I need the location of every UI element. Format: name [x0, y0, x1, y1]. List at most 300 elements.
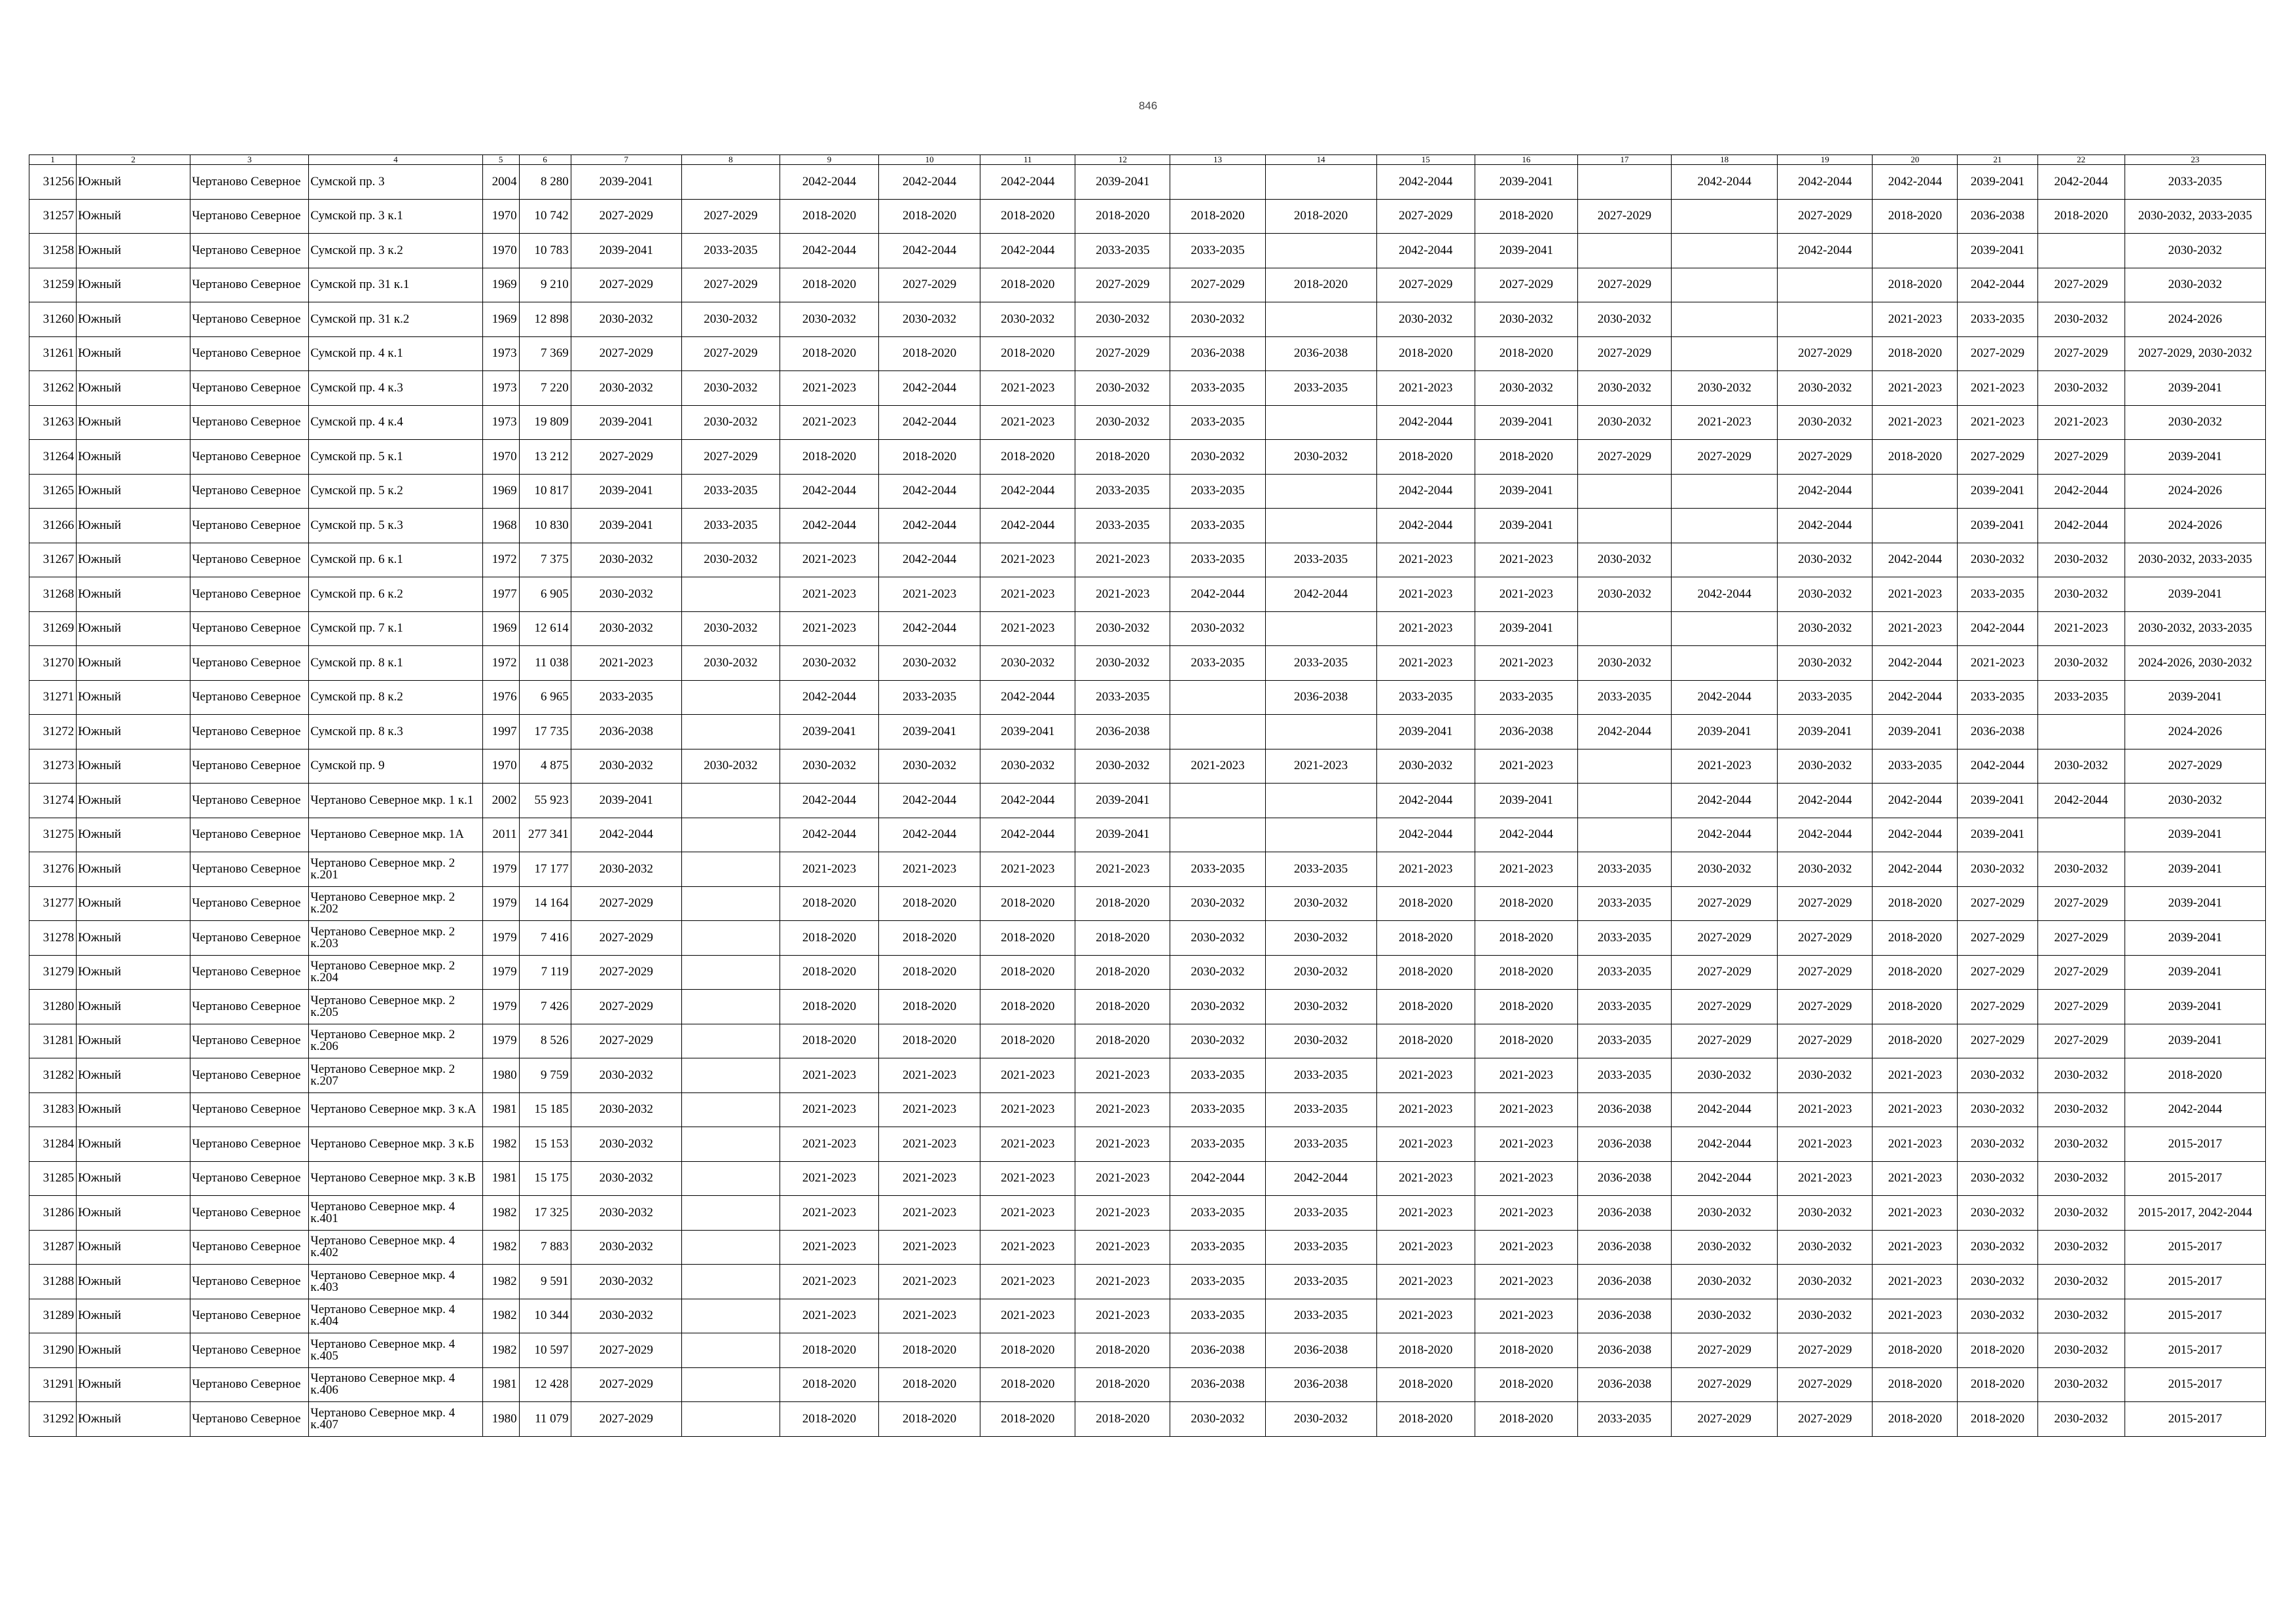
area-cell: Чертаново Северное [190, 886, 309, 921]
repair-period-cell-7: 2030-2032 [571, 302, 681, 337]
district-cell: Южный [77, 1367, 190, 1402]
repair-period-cell-18 [1672, 474, 1778, 509]
table-row [29, 1265, 2266, 1299]
repair-period-cell-20: 2018-2020 [1873, 440, 1958, 475]
repair-period-cell-16: 2027-2029 [1475, 268, 1577, 302]
build-year-cell: 1979 [482, 1024, 519, 1058]
address-cell: Чертаново Северное мкр. 4 к.407 [309, 1402, 482, 1437]
table-row [29, 646, 2266, 681]
repair-period-cell-15: 2021-2023 [1376, 1230, 1475, 1265]
repair-period-cell-9: 2021-2023 [780, 405, 878, 440]
repair-period-cell-9: 2021-2023 [780, 1058, 878, 1093]
repair-period-cell-21: 2030-2032 [1958, 543, 2037, 577]
repair-period-cell-13: 2033-2035 [1170, 1265, 1265, 1299]
floor-area-cell: 14 164 [519, 886, 571, 921]
repair-period-cell-11: 2021-2023 [980, 611, 1075, 646]
table-row [29, 715, 2266, 749]
repair-period-cell-19: 2027-2029 [1778, 955, 1873, 990]
repair-period-cell-13: 2033-2035 [1170, 509, 1265, 543]
repair-period-cell-18: 2042-2044 [1672, 680, 1778, 715]
repair-period-cell-22: 2030-2032 [2037, 302, 2125, 337]
repair-period-cell-17: 2036-2038 [1577, 1333, 1671, 1368]
area-cell: Чертаново Северное [190, 1299, 309, 1333]
repair-period-cell-15: 2021-2023 [1376, 371, 1475, 406]
repair-period-cell-7: 2039-2041 [571, 509, 681, 543]
repair-period-cell-7: 2030-2032 [571, 1265, 681, 1299]
repair-period-cell-14: 2030-2032 [1265, 955, 1376, 990]
record-id-cell: 31289 [29, 1299, 77, 1333]
repair-period-cell-14: 2042-2044 [1265, 577, 1376, 612]
repair-period-cell-19: 2042-2044 [1778, 165, 1873, 200]
area-cell: Чертаново Северное [190, 1092, 309, 1127]
district-cell: Южный [77, 1402, 190, 1437]
repair-period-cell-7: 2021-2023 [571, 646, 681, 681]
repair-period-cell-15: 2018-2020 [1376, 1333, 1475, 1368]
repair-period-cell-8 [681, 990, 780, 1024]
repair-period-cell-18 [1672, 199, 1778, 234]
repair-period-cell-10: 2042-2044 [879, 784, 980, 818]
floor-area-cell: 15 153 [519, 1127, 571, 1162]
repair-period-cell-10: 2042-2044 [879, 234, 980, 268]
repair-period-cell-18: 2042-2044 [1672, 1092, 1778, 1127]
floor-area-cell: 17 735 [519, 715, 571, 749]
repair-period-cell-12: 2039-2041 [1075, 818, 1170, 852]
repair-period-cell-22: 2030-2032 [2037, 1299, 2125, 1333]
repair-period-cell-18 [1672, 268, 1778, 302]
area-cell: Чертаново Северное [190, 577, 309, 612]
district-cell: Южный [77, 1196, 190, 1231]
repair-period-cell-18: 2021-2023 [1672, 405, 1778, 440]
repair-period-cell-23: 2033-2035 [2125, 165, 2265, 200]
repair-period-cell-13: 2033-2035 [1170, 1092, 1265, 1127]
repair-period-cell-17 [1577, 474, 1671, 509]
repair-period-cell-9: 2021-2023 [780, 852, 878, 887]
repair-period-cell-15: 2039-2041 [1376, 715, 1475, 749]
repair-period-cell-8 [681, 784, 780, 818]
repair-period-cell-8 [681, 1333, 780, 1368]
repair-period-cell-13: 2018-2020 [1170, 199, 1265, 234]
repair-period-cell-10: 2018-2020 [879, 990, 980, 1024]
repair-period-cell-23: 2024-2026, 2030-2032 [2125, 646, 2265, 681]
repair-period-cell-9: 2018-2020 [780, 1333, 878, 1368]
area-cell: Чертаново Северное [190, 784, 309, 818]
repair-period-cell-23: 2030-2032, 2033-2035 [2125, 611, 2265, 646]
repair-period-cell-17: 2030-2032 [1577, 577, 1671, 612]
repair-period-cell-15: 2018-2020 [1376, 440, 1475, 475]
repair-period-cell-10: 2042-2044 [879, 818, 980, 852]
record-id-cell: 31266 [29, 509, 77, 543]
area-cell: Чертаново Северное [190, 921, 309, 956]
repair-period-cell-13: 2030-2032 [1170, 990, 1265, 1024]
record-id-cell: 31273 [29, 749, 77, 784]
repair-period-cell-17: 2027-2029 [1577, 336, 1671, 371]
repair-period-cell-18: 2027-2029 [1672, 886, 1778, 921]
repair-period-cell-16: 2018-2020 [1475, 955, 1577, 990]
repair-period-cell-22: 2042-2044 [2037, 165, 2125, 200]
column-number-2: 2 [77, 155, 190, 165]
repair-period-cell-20 [1873, 509, 1958, 543]
area-cell: Чертаново Северное [190, 440, 309, 475]
repair-period-cell-23: 2039-2041 [2125, 371, 2265, 406]
table-row [29, 921, 2266, 956]
repair-period-cell-18: 2030-2032 [1672, 371, 1778, 406]
repair-period-cell-21: 2039-2041 [1958, 474, 2037, 509]
repair-period-cell-22: 2030-2032 [2037, 577, 2125, 612]
repair-period-cell-11: 2018-2020 [980, 886, 1075, 921]
repair-period-cell-8 [681, 1299, 780, 1333]
repair-period-cell-17: 2036-2038 [1577, 1092, 1671, 1127]
repair-period-cell-23: 2027-2029 [2125, 749, 2265, 784]
repair-period-cell-12: 2021-2023 [1075, 852, 1170, 887]
repair-period-cell-14: 2030-2032 [1265, 886, 1376, 921]
district-cell: Южный [77, 405, 190, 440]
repair-period-cell-18: 2030-2032 [1672, 1058, 1778, 1093]
repair-period-cell-9: 2018-2020 [780, 268, 878, 302]
repair-period-cell-15: 2042-2044 [1376, 818, 1475, 852]
repair-period-cell-23: 2042-2044 [2125, 1092, 2265, 1127]
address-cell: Сумской пр. 6 к.1 [309, 543, 482, 577]
repair-period-cell-20: 2018-2020 [1873, 336, 1958, 371]
repair-period-cell-22: 2030-2032 [2037, 1230, 2125, 1265]
repair-period-cell-14: 2030-2032 [1265, 1024, 1376, 1058]
repair-period-cell-7: 2039-2041 [571, 784, 681, 818]
repair-period-cell-18 [1672, 234, 1778, 268]
repair-period-cell-16: 2018-2020 [1475, 1367, 1577, 1402]
repair-period-cell-22: 2033-2035 [2037, 680, 2125, 715]
repair-period-cell-23: 2015-2017 [2125, 1367, 2265, 1402]
repair-period-cell-16: 2021-2023 [1475, 1230, 1577, 1265]
repair-period-cell-7: 2030-2032 [571, 1196, 681, 1231]
repair-period-cell-23: 2030-2032, 2033-2035 [2125, 543, 2265, 577]
repair-period-cell-10: 2030-2032 [879, 646, 980, 681]
floor-area-cell: 7 220 [519, 371, 571, 406]
table-row [29, 749, 2266, 784]
repair-period-cell-19: 2027-2029 [1778, 990, 1873, 1024]
repair-period-cell-13: 2030-2032 [1170, 611, 1265, 646]
repair-period-cell-22: 2030-2032 [2037, 1058, 2125, 1093]
column-number-15: 15 [1376, 155, 1475, 165]
repair-period-cell-16: 2021-2023 [1475, 749, 1577, 784]
repair-period-cell-7: 2030-2032 [571, 1161, 681, 1196]
repair-period-cell-20: 2018-2020 [1873, 1333, 1958, 1368]
floor-area-cell: 10 597 [519, 1333, 571, 1368]
repair-period-cell-14: 2036-2038 [1265, 1367, 1376, 1402]
repair-period-cell-19: 2027-2029 [1778, 1367, 1873, 1402]
repair-period-cell-17: 2036-2038 [1577, 1367, 1671, 1402]
repair-period-cell-21: 2036-2038 [1958, 715, 2037, 749]
repair-period-cell-23: 2039-2041 [2125, 818, 2265, 852]
repair-period-cell-16: 2021-2023 [1475, 1265, 1577, 1299]
table-row [29, 1402, 2266, 1437]
district-cell: Южный [77, 1058, 190, 1093]
repair-period-cell-8: 2030-2032 [681, 646, 780, 681]
district-cell: Южный [77, 1230, 190, 1265]
repair-period-cell-13: 2033-2035 [1170, 543, 1265, 577]
repair-period-cell-22: 2030-2032 [2037, 543, 2125, 577]
repair-period-cell-10: 2021-2023 [879, 1265, 980, 1299]
record-id-cell: 31271 [29, 680, 77, 715]
repair-period-cell-20: 2021-2023 [1873, 371, 1958, 406]
repair-period-cell-20: 2042-2044 [1873, 543, 1958, 577]
repair-period-cell-7: 2039-2041 [571, 405, 681, 440]
repair-period-cell-20: 2021-2023 [1873, 405, 1958, 440]
repair-period-cell-22: 2042-2044 [2037, 784, 2125, 818]
build-year-cell: 1970 [482, 199, 519, 234]
repair-period-cell-15: 2027-2029 [1376, 199, 1475, 234]
floor-area-cell: 7 883 [519, 1230, 571, 1265]
address-cell: Сумской пр. 3 [309, 165, 482, 200]
column-number-13: 13 [1170, 155, 1265, 165]
repair-period-cell-18: 2027-2029 [1672, 440, 1778, 475]
build-year-cell: 2004 [482, 165, 519, 200]
floor-area-cell: 17 177 [519, 852, 571, 887]
repair-period-cell-16: 2021-2023 [1475, 1196, 1577, 1231]
address-cell: Чертаново Северное мкр. 2 к.207 [309, 1058, 482, 1093]
repair-period-cell-11: 2018-2020 [980, 1367, 1075, 1402]
record-id-cell: 31261 [29, 336, 77, 371]
repair-period-cell-16: 2030-2032 [1475, 371, 1577, 406]
repair-period-cell-22: 2027-2029 [2037, 268, 2125, 302]
area-cell: Чертаново Северное [190, 474, 309, 509]
repair-period-cell-13: 2033-2035 [1170, 646, 1265, 681]
build-year-cell: 1979 [482, 921, 519, 956]
repair-period-cell-22: 2030-2032 [2037, 749, 2125, 784]
repair-period-cell-19: 2021-2023 [1778, 1127, 1873, 1162]
repair-period-cell-9: 2021-2023 [780, 1196, 878, 1231]
repair-period-cell-17: 2030-2032 [1577, 405, 1671, 440]
district-cell: Южный [77, 886, 190, 921]
repair-period-cell-15: 2021-2023 [1376, 611, 1475, 646]
repair-period-cell-21: 2027-2029 [1958, 921, 2037, 956]
repair-period-cell-16: 2018-2020 [1475, 1333, 1577, 1368]
build-year-cell: 1969 [482, 268, 519, 302]
area-cell: Чертаново Северное [190, 199, 309, 234]
repair-period-cell-21: 2027-2029 [1958, 336, 2037, 371]
address-cell: Чертаново Северное мкр. 4 к.403 [309, 1265, 482, 1299]
repair-period-cell-20: 2021-2023 [1873, 577, 1958, 612]
repair-period-cell-11: 2021-2023 [980, 1196, 1075, 1231]
repair-period-cell-22: 2027-2029 [2037, 955, 2125, 990]
repair-period-cell-18: 2039-2041 [1672, 715, 1778, 749]
address-cell: Чертаново Северное мкр. 4 к.405 [309, 1333, 482, 1368]
repair-period-cell-22: 2030-2032 [2037, 1127, 2125, 1162]
area-cell: Чертаново Северное [190, 302, 309, 337]
repair-period-cell-12: 2030-2032 [1075, 749, 1170, 784]
column-number-9: 9 [780, 155, 878, 165]
repair-period-cell-14 [1265, 474, 1376, 509]
repair-period-cell-20: 2042-2044 [1873, 680, 1958, 715]
repair-period-cell-8 [681, 1367, 780, 1402]
column-number-20: 20 [1873, 155, 1958, 165]
repair-period-cell-11: 2018-2020 [980, 1402, 1075, 1437]
repair-period-cell-10: 2018-2020 [879, 1333, 980, 1368]
repair-period-cell-8: 2030-2032 [681, 543, 780, 577]
repair-period-cell-15: 2027-2029 [1376, 268, 1475, 302]
repair-period-cell-9: 2018-2020 [780, 336, 878, 371]
repair-period-cell-16: 2018-2020 [1475, 886, 1577, 921]
repair-period-cell-9: 2042-2044 [780, 474, 878, 509]
repair-period-cell-12: 2039-2041 [1075, 165, 1170, 200]
repair-period-cell-19: 2042-2044 [1778, 474, 1873, 509]
repair-period-cell-23: 2015-2017 [2125, 1299, 2265, 1333]
repair-period-cell-11: 2018-2020 [980, 199, 1075, 234]
repair-period-cell-16: 2018-2020 [1475, 1024, 1577, 1058]
repair-period-cell-14: 2033-2035 [1265, 1092, 1376, 1127]
repair-period-cell-18: 2042-2044 [1672, 165, 1778, 200]
repair-period-cell-19: 2027-2029 [1778, 440, 1873, 475]
table-row [29, 1127, 2266, 1162]
repair-period-cell-12: 2030-2032 [1075, 302, 1170, 337]
record-id-cell: 31283 [29, 1092, 77, 1127]
repair-period-cell-21: 2030-2032 [1958, 1127, 2037, 1162]
repair-period-cell-21: 2021-2023 [1958, 371, 2037, 406]
repair-period-cell-15: 2018-2020 [1376, 921, 1475, 956]
repair-period-cell-23: 2039-2041 [2125, 990, 2265, 1024]
repair-period-cell-12: 2033-2035 [1075, 509, 1170, 543]
build-year-cell: 1970 [482, 234, 519, 268]
repair-period-cell-18: 2027-2029 [1672, 990, 1778, 1024]
repair-period-cell-9: 2021-2023 [780, 1265, 878, 1299]
repair-period-cell-21: 2030-2032 [1958, 1299, 2037, 1333]
address-cell: Сумской пр. 9 [309, 749, 482, 784]
build-year-cell: 2011 [482, 818, 519, 852]
district-cell: Южный [77, 784, 190, 818]
record-id-cell: 31277 [29, 886, 77, 921]
table-row [29, 474, 2266, 509]
repair-period-cell-15: 2018-2020 [1376, 886, 1475, 921]
repair-period-cell-21: 2036-2038 [1958, 199, 2037, 234]
repair-period-cell-21: 2018-2020 [1958, 1402, 2037, 1437]
district-cell: Южный [77, 818, 190, 852]
repair-period-cell-13: 2030-2032 [1170, 1402, 1265, 1437]
record-id-cell: 31265 [29, 474, 77, 509]
repair-period-cell-12: 2018-2020 [1075, 886, 1170, 921]
repair-period-cell-22 [2037, 818, 2125, 852]
repair-period-cell-12: 2018-2020 [1075, 199, 1170, 234]
repair-period-cell-23: 2039-2041 [2125, 577, 2265, 612]
floor-area-cell: 15 175 [519, 1161, 571, 1196]
repair-period-cell-15: 2018-2020 [1376, 1402, 1475, 1437]
repair-period-cell-12: 2021-2023 [1075, 1161, 1170, 1196]
floor-area-cell: 17 325 [519, 1196, 571, 1231]
repair-period-cell-19: 2042-2044 [1778, 784, 1873, 818]
repair-period-cell-21: 2018-2020 [1958, 1367, 2037, 1402]
record-id-cell: 31286 [29, 1196, 77, 1231]
repair-period-cell-9: 2042-2044 [780, 784, 878, 818]
repair-period-cell-20: 2021-2023 [1873, 1230, 1958, 1265]
repair-period-cell-14 [1265, 715, 1376, 749]
repair-period-cell-11: 2021-2023 [980, 1299, 1075, 1333]
build-year-cell: 1981 [482, 1092, 519, 1127]
repair-period-cell-10: 2018-2020 [879, 199, 980, 234]
repair-period-cell-9: 2021-2023 [780, 1230, 878, 1265]
repair-period-cell-20: 2042-2044 [1873, 646, 1958, 681]
repair-period-cell-7: 2030-2032 [571, 852, 681, 887]
repair-period-cell-21: 2033-2035 [1958, 680, 2037, 715]
floor-area-cell: 7 416 [519, 921, 571, 956]
address-cell: Сумской пр. 4 к.3 [309, 371, 482, 406]
floor-area-cell: 55 923 [519, 784, 571, 818]
repair-period-cell-11: 2018-2020 [980, 1333, 1075, 1368]
repair-period-cell-7: 2027-2029 [571, 440, 681, 475]
repair-period-cell-14: 2033-2035 [1265, 646, 1376, 681]
column-number-17: 17 [1577, 155, 1671, 165]
floor-area-cell: 10 742 [519, 199, 571, 234]
repair-period-cell-21: 2039-2041 [1958, 784, 2037, 818]
district-cell: Южный [77, 646, 190, 681]
repair-period-cell-17: 2030-2032 [1577, 543, 1671, 577]
repair-period-cell-22: 2018-2020 [2037, 199, 2125, 234]
repair-period-cell-9: 2018-2020 [780, 1367, 878, 1402]
repair-period-cell-22: 2042-2044 [2037, 474, 2125, 509]
repair-period-cell-10: 2042-2044 [879, 474, 980, 509]
repair-period-cell-23: 2039-2041 [2125, 955, 2265, 990]
address-cell: Сумской пр. 5 к.2 [309, 474, 482, 509]
column-number-18: 18 [1672, 155, 1778, 165]
repair-period-cell-19: 2030-2032 [1778, 611, 1873, 646]
area-cell: Чертаново Северное [190, 268, 309, 302]
repair-period-cell-21: 2030-2032 [1958, 1265, 2037, 1299]
repair-period-cell-19: 2030-2032 [1778, 371, 1873, 406]
floor-area-cell: 13 212 [519, 440, 571, 475]
repair-period-cell-17: 2036-2038 [1577, 1265, 1671, 1299]
repair-period-cell-12: 2021-2023 [1075, 1127, 1170, 1162]
repair-period-cell-23: 2024-2026 [2125, 302, 2265, 337]
address-cell: Сумской пр. 5 к.3 [309, 509, 482, 543]
repair-period-cell-23: 2027-2029, 2030-2032 [2125, 336, 2265, 371]
area-cell: Чертаново Северное [190, 680, 309, 715]
repair-period-cell-13 [1170, 818, 1265, 852]
repair-period-cell-19: 2027-2029 [1778, 336, 1873, 371]
repair-period-cell-8 [681, 852, 780, 887]
district-cell: Южный [77, 577, 190, 612]
record-id-cell: 31267 [29, 543, 77, 577]
repair-period-cell-17: 2033-2035 [1577, 680, 1671, 715]
repair-period-cell-12: 2021-2023 [1075, 1265, 1170, 1299]
repair-period-cell-12: 2030-2032 [1075, 371, 1170, 406]
repair-period-cell-11: 2042-2044 [980, 509, 1075, 543]
build-year-cell: 1980 [482, 1058, 519, 1093]
repair-period-cell-22: 2027-2029 [2037, 990, 2125, 1024]
floor-area-cell: 6 905 [519, 577, 571, 612]
floor-area-cell: 11 079 [519, 1402, 571, 1437]
repair-period-cell-13 [1170, 784, 1265, 818]
build-year-cell: 1973 [482, 371, 519, 406]
address-cell: Сумской пр. 31 к.1 [309, 268, 482, 302]
table-row [29, 509, 2266, 543]
district-cell: Южный [77, 1265, 190, 1299]
repair-period-cell-9: 2021-2023 [780, 1299, 878, 1333]
repair-period-cell-10: 2021-2023 [879, 1299, 980, 1333]
record-id-cell: 31269 [29, 611, 77, 646]
repair-period-cell-17: 2030-2032 [1577, 302, 1671, 337]
repair-period-cell-7: 2039-2041 [571, 165, 681, 200]
repair-period-cell-8 [681, 1058, 780, 1093]
repair-period-cell-20: 2018-2020 [1873, 1024, 1958, 1058]
repair-period-cell-18: 2027-2029 [1672, 1367, 1778, 1402]
repair-period-cell-7: 2027-2029 [571, 1024, 681, 1058]
repair-period-cell-12: 2018-2020 [1075, 990, 1170, 1024]
repair-period-cell-11: 2018-2020 [980, 990, 1075, 1024]
repair-period-cell-8: 2033-2035 [681, 474, 780, 509]
repair-period-cell-8: 2033-2035 [681, 234, 780, 268]
repair-period-cell-15: 2042-2044 [1376, 165, 1475, 200]
district-cell: Южный [77, 680, 190, 715]
build-year-cell: 1980 [482, 1402, 519, 1437]
repair-period-cell-19: 2027-2029 [1778, 886, 1873, 921]
repair-period-cell-20: 2018-2020 [1873, 886, 1958, 921]
repair-period-cell-10: 2042-2044 [879, 509, 980, 543]
